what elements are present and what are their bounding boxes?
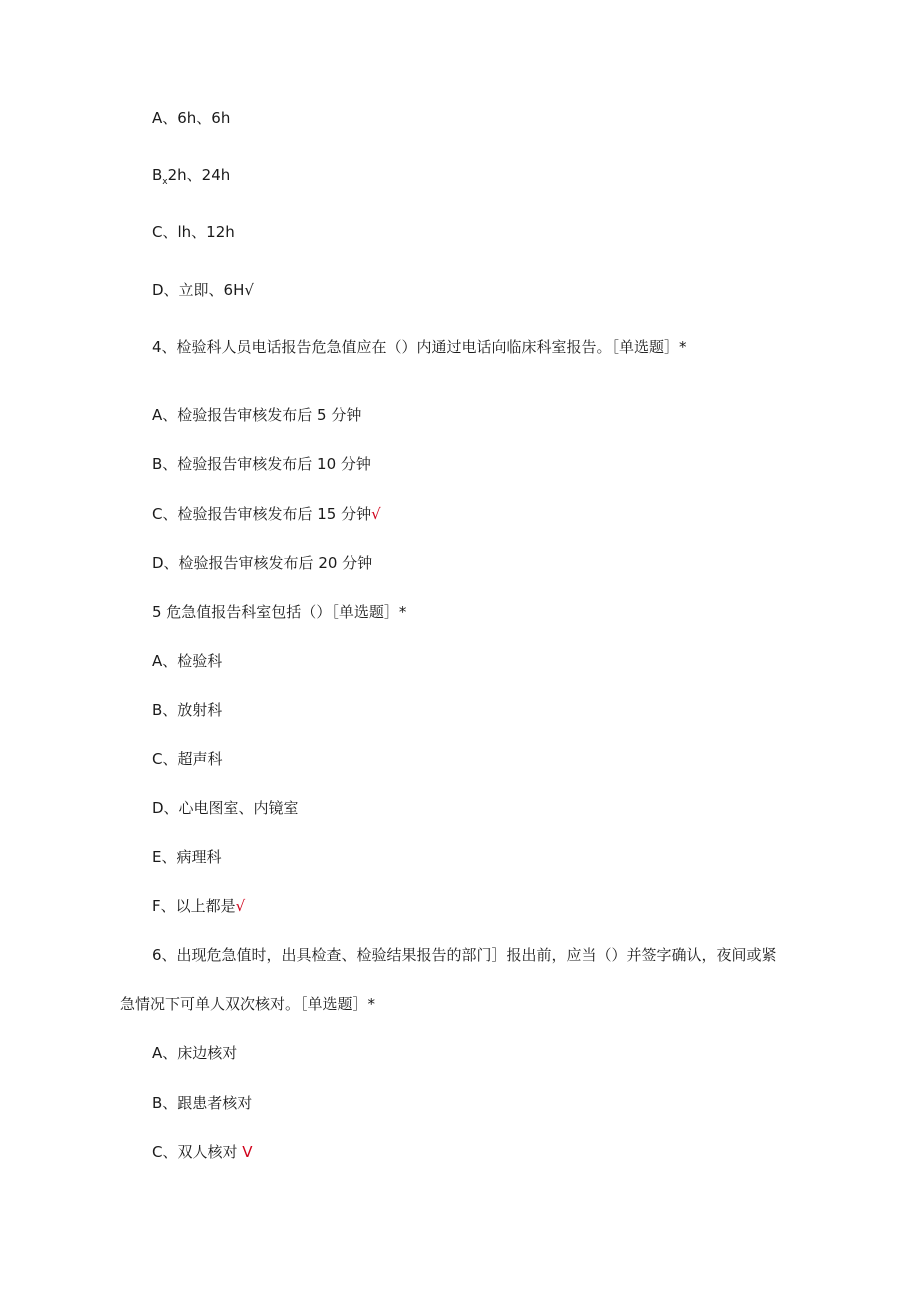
q3-option-a[interactable]	[152, 108, 230, 128]
correct-check-mark: √	[235, 897, 246, 915]
q5-option-e[interactable]	[152, 847, 221, 867]
q4-option-c[interactable]	[152, 504, 381, 524]
q4-option-d[interactable]	[152, 553, 372, 573]
q4-option-a[interactable]	[152, 405, 361, 425]
q5-option-d[interactable]	[152, 798, 299, 818]
q5-question-text: 5 危急值报告科室包括（）［单选题］*	[152, 603, 407, 621]
q6-option-a-label: A、床边核对	[152, 1044, 238, 1062]
q6-option-c[interactable]	[152, 1142, 253, 1162]
q5-option-a[interactable]	[152, 651, 222, 671]
q6-question-text-line2: 急情况下可单人双次核对。［单选题］*	[120, 995, 376, 1013]
correct-check-mark: V	[237, 1143, 253, 1161]
q4-question-text: 4、检验科人员电话报告危急值应在（）内通过电话向临床科室报告。［单选题］*	[152, 338, 687, 356]
q6-option-b-label: B、跟患者核对	[152, 1094, 253, 1112]
q5-option-f-label: F、以上都是	[152, 897, 236, 915]
q5-option-e-label: E、病理科	[152, 848, 222, 866]
q3-option-b-label-sub: x	[162, 177, 168, 187]
q3-option-a-label: A、6h、6h	[152, 109, 231, 127]
q3-option-b[interactable]	[152, 165, 230, 192]
q3-option-b-label-pre: B	[152, 166, 163, 184]
q3-option-c[interactable]	[152, 222, 235, 242]
q4-option-c-label: C、检验报告审核发布后 15 分钟	[152, 505, 372, 523]
q3-option-d-label: D、立即、6H√	[152, 281, 254, 299]
q5-option-b[interactable]	[152, 700, 222, 720]
q6-option-a[interactable]	[152, 1043, 237, 1063]
q5-option-c[interactable]	[152, 749, 222, 769]
correct-check-mark: √	[371, 505, 381, 523]
q6-option-c-label: C、双人核对	[152, 1143, 238, 1161]
q5-option-d-label: D、心电图室、内镜室	[152, 799, 299, 817]
q5-option-f[interactable]	[152, 896, 245, 916]
q5-option-b-label: B、放射科	[152, 701, 223, 719]
q4-option-d-label: D、检验报告审核发布后 20 分钟	[152, 554, 373, 572]
q5-option-c-label: C、超声科	[152, 750, 223, 768]
q4-option-b[interactable]	[152, 454, 371, 474]
q4-option-b-label: B、检验报告审核发布后 10 分钟	[152, 455, 371, 473]
q6-option-b[interactable]	[152, 1093, 252, 1113]
q3-option-d[interactable]	[152, 280, 254, 300]
q6-question-text-line1: 6、出现危急值时，出具检查、检验结果报告的部门］报出前，应当（）并签字确认，夜间或紧	[152, 946, 777, 964]
q4-option-a-label: A、检验报告审核发布后 5 分钟	[152, 406, 362, 424]
q3-option-b-label-post: 2h、24h	[167, 166, 231, 184]
q3-option-c-label: C、lh、12h	[152, 223, 235, 241]
q5-option-a-label: A、检验科	[152, 652, 223, 670]
